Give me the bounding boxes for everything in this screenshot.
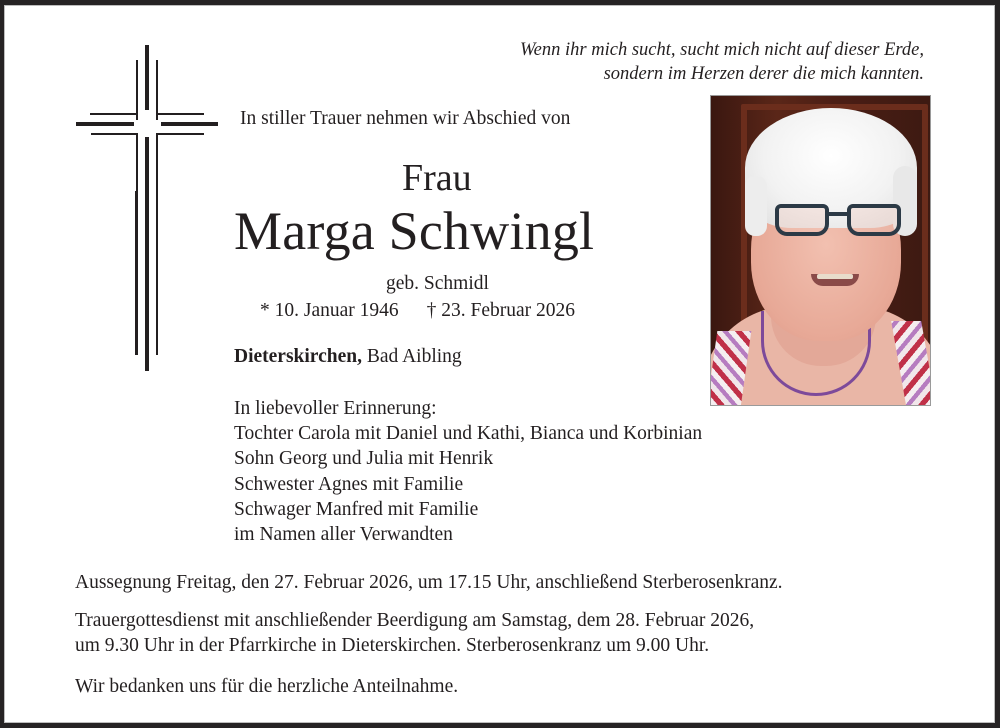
funeral-info-line-1: Trauergottesdienst mit anschließender Beerdigung am Samstag, dem 28. Februar 2026, xyxy=(75,610,755,631)
glasses-icon xyxy=(775,204,829,236)
salutation: Frau xyxy=(402,157,472,199)
place-town-rest: Bad Aibling xyxy=(362,346,462,367)
funeral-info xyxy=(75,608,754,658)
place-town-bold: Dieterskirchen, xyxy=(234,346,362,367)
mourners-list xyxy=(234,396,702,547)
death-date: † 23. Februar 2026 xyxy=(426,300,576,321)
maiden-name: geb. Schmidl xyxy=(386,273,489,294)
life-dates xyxy=(260,300,575,322)
motto-line-2: sondern im Herzen derer die mich kannten. xyxy=(603,64,924,84)
mourners-heading: In liebevoller Erinnerung: xyxy=(234,398,437,419)
blessing-info: Aussegnung Freitag, den 27. Februar 2026, um 17.15 Uhr, anschließend Sterberosenkranz. xyxy=(75,572,783,593)
mourner-line: Schwager Manfred mit Familie xyxy=(234,498,479,520)
cross-icon xyxy=(76,45,218,371)
motto-quote xyxy=(520,38,924,86)
mourner-line: im Namen aller Verwandten xyxy=(234,524,453,546)
portrait-photo xyxy=(710,95,931,406)
place xyxy=(234,346,462,368)
funeral-info-line-2: um 9.30 Uhr in der Pfarrkirche in Dieterskirchen. Sterberosenkranz um 9.00 Uhr. xyxy=(75,635,710,656)
mourner-line: Tochter Carola mit Daniel und Kathi, Bianca und Korbinian xyxy=(234,423,703,445)
intro-text: In stiller Trauer nehmen wir Abschied von xyxy=(240,108,571,129)
mourner-line: Schwester Agnes mit Familie xyxy=(234,473,464,495)
birth-date: * 10. Januar 1946 xyxy=(260,300,399,321)
deceased-name: Marga Schwingl xyxy=(234,201,595,261)
mourner-line: Sohn Georg und Julia mit Henrik xyxy=(234,448,494,470)
motto-line-1: Wenn ihr mich sucht, sucht mich nicht auf dieser Erde, xyxy=(519,40,924,60)
thanks-text: Wir bedanken uns für die herzliche Anteilnahme. xyxy=(75,676,459,697)
